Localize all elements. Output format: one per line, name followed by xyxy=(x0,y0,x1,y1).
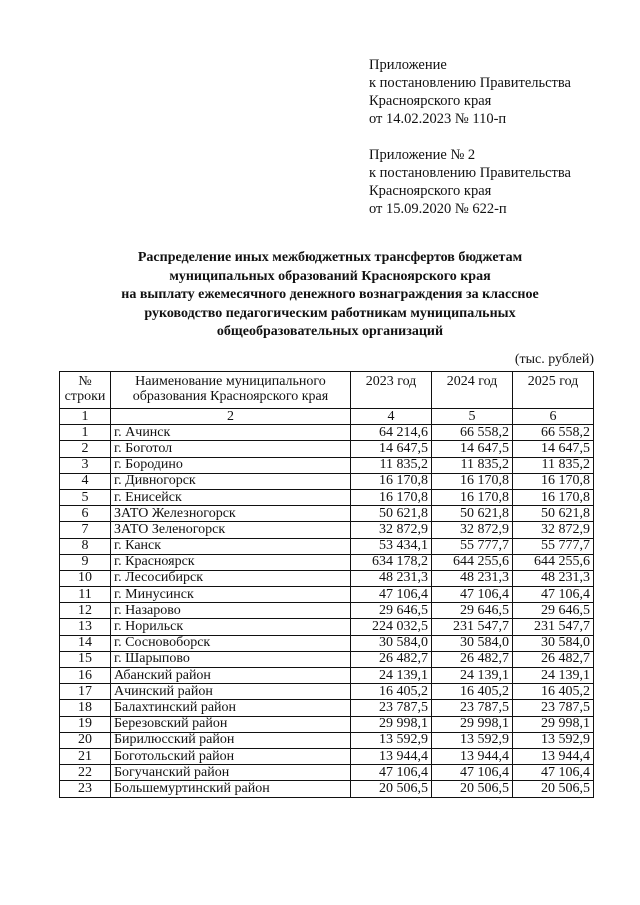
table-header-row xyxy=(60,372,594,409)
value-2025-cell: 29 998,1 xyxy=(513,716,594,732)
value-2023-cell: 30 584,0 xyxy=(351,635,432,651)
value-2025-cell: 29 646,5 xyxy=(513,603,594,619)
table-row xyxy=(60,522,594,538)
value-2025-cell: 30 584,0 xyxy=(513,635,594,651)
value-2023-cell: 50 621,8 xyxy=(351,506,432,522)
value-2023-cell: 14 647,5 xyxy=(351,441,432,457)
row-number-cell: 22 xyxy=(60,765,111,781)
municipality-cell: г. Ачинск xyxy=(111,425,351,441)
value-2023-cell: 634 178,2 xyxy=(351,554,432,570)
header-2025: 2025 год xyxy=(513,372,594,409)
table-row xyxy=(60,635,594,651)
table-row xyxy=(60,425,594,441)
value-2023-cell: 26 482,7 xyxy=(351,651,432,667)
row-number-cell: 9 xyxy=(60,554,111,570)
row-number-cell: 23 xyxy=(60,781,111,797)
value-2024-cell: 30 584,0 xyxy=(432,635,513,651)
header-text: Наименование муниципального xyxy=(135,374,326,389)
value-2024-cell: 47 106,4 xyxy=(432,765,513,781)
row-number-cell: 4 xyxy=(60,473,111,489)
municipality-cell: Бирилюсский район xyxy=(111,732,351,748)
header-text: строки xyxy=(64,389,106,404)
value-2025-cell: 26 482,7 xyxy=(513,651,594,667)
header-2024: 2024 год xyxy=(432,372,513,409)
header-text: образования Красноярского края xyxy=(132,389,329,404)
municipality-cell: Большемуртинский район xyxy=(111,781,351,797)
value-2024-cell: 23 787,5 xyxy=(432,700,513,716)
value-2023-cell: 13 944,4 xyxy=(351,748,432,764)
value-2025-cell: 47 106,4 xyxy=(513,765,594,781)
value-2025-cell: 23 787,5 xyxy=(513,700,594,716)
value-2023-cell: 224 032,5 xyxy=(351,619,432,635)
value-2024-cell: 20 506,5 xyxy=(432,781,513,797)
value-2025-cell: 66 558,2 xyxy=(513,425,594,441)
value-2025-cell: 48 231,3 xyxy=(513,570,594,586)
table-row xyxy=(60,732,594,748)
column-number: 6 xyxy=(513,409,594,425)
value-2025-cell: 16 170,8 xyxy=(513,473,594,489)
row-number-cell: 18 xyxy=(60,700,111,716)
table-row xyxy=(60,668,594,684)
appendix-2-line: к постановлению Правительства xyxy=(369,165,571,181)
appendix-2-line: от 15.09.2020 № 622-п xyxy=(369,201,507,217)
municipality-cell: г. Норильск xyxy=(111,619,351,635)
value-2025-cell: 24 139,1 xyxy=(513,668,594,684)
value-2023-cell: 29 998,1 xyxy=(351,716,432,732)
value-2023-cell: 48 231,3 xyxy=(351,570,432,586)
value-2024-cell: 644 255,6 xyxy=(432,554,513,570)
appendix-1-line: Красноярского края xyxy=(369,93,492,109)
row-number-cell: 20 xyxy=(60,732,111,748)
table-row xyxy=(60,570,594,586)
municipality-cell: г. Красноярск xyxy=(111,554,351,570)
title-line: руководство педагогическим работникам муниципальных xyxy=(144,305,516,321)
value-2023-cell: 16 170,8 xyxy=(351,473,432,489)
table-body xyxy=(60,425,594,797)
municipality-cell: ЗАТО Железногорск xyxy=(111,506,351,522)
table-row xyxy=(60,554,594,570)
column-number: 5 xyxy=(432,409,513,425)
value-2025-cell: 13 592,9 xyxy=(513,732,594,748)
municipality-cell: г. Лесосибирск xyxy=(111,570,351,586)
municipality-cell: Абанский район xyxy=(111,668,351,684)
value-2025-cell: 32 872,9 xyxy=(513,522,594,538)
municipality-cell: г. Сосновоборск xyxy=(111,635,351,651)
row-number-cell: 10 xyxy=(60,570,111,586)
title-line: муниципальных образований Красноярского края xyxy=(169,268,491,284)
value-2025-cell: 231 547,7 xyxy=(513,619,594,635)
table-row xyxy=(60,684,594,700)
appendix-note-1 xyxy=(369,56,629,128)
row-number-cell: 2 xyxy=(60,441,111,457)
value-2023-cell: 16 170,8 xyxy=(351,489,432,505)
row-number-cell: 15 xyxy=(60,651,111,667)
column-number: 2 xyxy=(111,409,351,425)
value-2024-cell: 29 646,5 xyxy=(432,603,513,619)
value-2023-cell: 24 139,1 xyxy=(351,668,432,684)
value-2025-cell: 11 835,2 xyxy=(513,457,594,473)
value-2023-cell: 32 872,9 xyxy=(351,522,432,538)
value-2024-cell: 55 777,7 xyxy=(432,538,513,554)
table-row xyxy=(60,441,594,457)
table-row xyxy=(60,716,594,732)
municipality-cell: Богучанский район xyxy=(111,765,351,781)
table-row xyxy=(60,603,594,619)
value-2023-cell: 47 106,4 xyxy=(351,765,432,781)
row-number-cell: 11 xyxy=(60,587,111,603)
appendix-1-line: Приложение xyxy=(369,57,447,73)
municipality-cell: Березовский район xyxy=(111,716,351,732)
table-row xyxy=(60,489,594,505)
table-row xyxy=(60,473,594,489)
document-title xyxy=(60,249,600,342)
row-number-cell: 7 xyxy=(60,522,111,538)
value-2025-cell: 47 106,4 xyxy=(513,587,594,603)
row-number-cell: 3 xyxy=(60,457,111,473)
row-number-cell: 6 xyxy=(60,506,111,522)
value-2023-cell: 13 592,9 xyxy=(351,732,432,748)
value-2025-cell: 50 621,8 xyxy=(513,506,594,522)
row-number-cell: 13 xyxy=(60,619,111,635)
table-row xyxy=(60,506,594,522)
header-row-number xyxy=(60,372,111,409)
table-row xyxy=(60,765,594,781)
value-2023-cell: 53 434,1 xyxy=(351,538,432,554)
value-2024-cell: 26 482,7 xyxy=(432,651,513,667)
table-row xyxy=(60,748,594,764)
column-number: 1 xyxy=(60,409,111,425)
value-2023-cell: 16 405,2 xyxy=(351,684,432,700)
value-2024-cell: 50 621,8 xyxy=(432,506,513,522)
value-2025-cell: 20 506,5 xyxy=(513,781,594,797)
table-row xyxy=(60,587,594,603)
value-2024-cell: 13 592,9 xyxy=(432,732,513,748)
appendix-note-2 xyxy=(369,146,629,218)
row-number-cell: 8 xyxy=(60,538,111,554)
value-2025-cell: 14 647,5 xyxy=(513,441,594,457)
value-2024-cell: 66 558,2 xyxy=(432,425,513,441)
municipality-cell: ЗАТО Зеленогорск xyxy=(111,522,351,538)
value-2023-cell: 20 506,5 xyxy=(351,781,432,797)
table-row xyxy=(60,781,594,797)
allocation-table xyxy=(59,371,594,798)
value-2024-cell: 11 835,2 xyxy=(432,457,513,473)
row-number-cell: 19 xyxy=(60,716,111,732)
unit-label: (тыс. рублей) xyxy=(514,352,594,367)
value-2024-cell: 16 405,2 xyxy=(432,684,513,700)
row-number-cell: 5 xyxy=(60,489,111,505)
row-number-cell: 21 xyxy=(60,748,111,764)
table-row xyxy=(60,538,594,554)
municipality-cell: г. Енисейск xyxy=(111,489,351,505)
title-line: Распределение иных межбюджетных трансфертов бюджетам xyxy=(137,250,523,265)
header-2023: 2023 год xyxy=(351,372,432,409)
value-2024-cell: 48 231,3 xyxy=(432,570,513,586)
municipality-cell: Боготольский район xyxy=(111,748,351,764)
municipality-cell: г. Бородино xyxy=(111,457,351,473)
row-number-cell: 16 xyxy=(60,668,111,684)
municipality-cell: г. Минусинск xyxy=(111,587,351,603)
value-2025-cell: 644 255,6 xyxy=(513,554,594,570)
row-number-cell: 1 xyxy=(60,425,111,441)
title-line: общеобразовательных организаций xyxy=(216,324,444,339)
row-number-cell: 17 xyxy=(60,684,111,700)
value-2024-cell: 24 139,1 xyxy=(432,668,513,684)
header-text: № xyxy=(78,374,92,389)
title-line: на выплату ежемесячного денежного вознаграждения за классное xyxy=(121,287,539,302)
value-2024-cell: 14 647,5 xyxy=(432,441,513,457)
appendix-1-line: от 14.02.2023 № 110-п xyxy=(369,111,507,127)
municipality-cell: Балахтинский район xyxy=(111,700,351,716)
value-2024-cell: 32 872,9 xyxy=(432,522,513,538)
table-row xyxy=(60,457,594,473)
value-2025-cell: 16 170,8 xyxy=(513,489,594,505)
table-row xyxy=(60,619,594,635)
table-row xyxy=(60,651,594,667)
appendix-2-line: Красноярского края xyxy=(369,183,492,199)
value-2023-cell: 11 835,2 xyxy=(351,457,432,473)
municipality-cell: Ачинский район xyxy=(111,684,351,700)
value-2024-cell: 47 106,4 xyxy=(432,587,513,603)
appendix-1-line: к постановлению Правительства xyxy=(369,75,571,91)
value-2023-cell: 64 214,6 xyxy=(351,425,432,441)
municipality-cell: г. Шарыпово xyxy=(111,651,351,667)
value-2024-cell: 13 944,4 xyxy=(432,748,513,764)
column-number: 4 xyxy=(351,409,432,425)
value-2025-cell: 16 405,2 xyxy=(513,684,594,700)
table-row xyxy=(60,700,594,716)
row-number-cell: 14 xyxy=(60,635,111,651)
municipality-cell: г. Дивногорск xyxy=(111,473,351,489)
value-2024-cell: 16 170,8 xyxy=(432,473,513,489)
value-2024-cell: 231 547,7 xyxy=(432,619,513,635)
municipality-cell: г. Назарово xyxy=(111,603,351,619)
value-2023-cell: 23 787,5 xyxy=(351,700,432,716)
value-2023-cell: 47 106,4 xyxy=(351,587,432,603)
value-2025-cell: 13 944,4 xyxy=(513,748,594,764)
municipality-cell: г. Канск xyxy=(111,538,351,554)
header-municipality xyxy=(111,372,351,409)
value-2024-cell: 16 170,8 xyxy=(432,489,513,505)
value-2023-cell: 29 646,5 xyxy=(351,603,432,619)
value-2025-cell: 55 777,7 xyxy=(513,538,594,554)
appendix-2-line: Приложение № 2 xyxy=(369,147,476,163)
municipality-cell: г. Боготол xyxy=(111,441,351,457)
column-number-row xyxy=(60,409,594,425)
value-2024-cell: 29 998,1 xyxy=(432,716,513,732)
row-number-cell: 12 xyxy=(60,603,111,619)
